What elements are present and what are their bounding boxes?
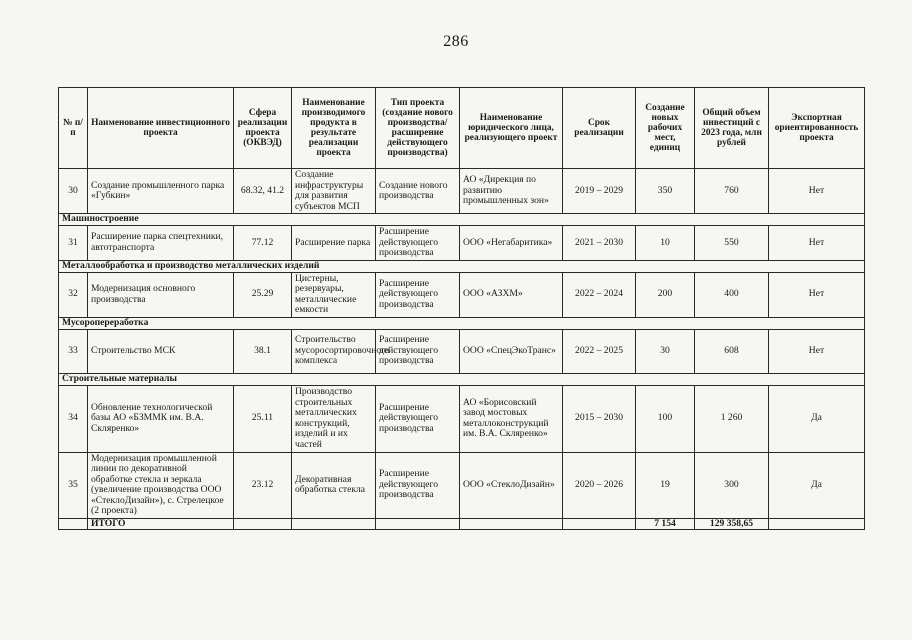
row-number: 34 (59, 385, 88, 452)
row-export: Нет (769, 169, 865, 214)
table-row (59, 272, 865, 317)
row-project-name: Строительство МСК (88, 329, 234, 373)
row-export: Нет (769, 272, 865, 317)
row-export: Нет (769, 329, 865, 373)
row-jobs: 30 (636, 329, 695, 373)
row-project-name: Модернизация основного производства (88, 272, 234, 317)
row-legal-entity: ООО «СтеклоДизайн» (460, 452, 563, 518)
row-project-name: Модернизация промышленной линии по декоративной обработке стекла и зеркала (увеличение производства ООО «СтеклоДизайн»), с. Стрелецкое (2 проекта) (88, 452, 234, 518)
header-number: № п/п (59, 88, 88, 169)
row-jobs: 19 (636, 452, 695, 518)
total-label: ИТОГО (88, 518, 234, 530)
header-okved: Сфера реализации проекта (ОКВЭД) (234, 88, 292, 169)
row-number: 30 (59, 169, 88, 214)
row-term: 2022 – 2024 (563, 272, 636, 317)
table-row (59, 385, 865, 452)
row-okved: 68.32, 41.2 (234, 169, 292, 214)
table-row (59, 329, 865, 373)
row-investment: 300 (695, 452, 769, 518)
row-project-type: Расширение действующего производства (376, 452, 460, 518)
page-number: 286 (443, 33, 469, 50)
row-legal-entity: ООО «АЗХМ» (460, 272, 563, 317)
row-jobs: 10 (636, 226, 695, 261)
row-product: Расширение парка (292, 226, 376, 261)
row-okved: 23.12 (234, 452, 292, 518)
row-product: Производство строительных металлических конструкций, изделий и их частей (292, 385, 376, 452)
row-project-type: Создание нового производства (376, 169, 460, 214)
total-empty-cell (376, 518, 460, 530)
header-export: Экспортная ориентированность проекта (769, 88, 865, 169)
row-jobs: 100 (636, 385, 695, 452)
row-term: 2020 – 2026 (563, 452, 636, 518)
row-investment: 400 (695, 272, 769, 317)
row-investment: 608 (695, 329, 769, 373)
header-term: Срок реализации (563, 88, 636, 169)
row-okved: 38.1 (234, 329, 292, 373)
row-export: Нет (769, 226, 865, 261)
total-investment: 129 358,65 (695, 518, 769, 530)
total-empty-cell (59, 518, 88, 530)
row-legal-entity: ООО «Негабаритика» (460, 226, 563, 261)
total-jobs: 7 154 (636, 518, 695, 530)
row-project-name: Создание промышленного парка «Губкин» (88, 169, 234, 214)
section-row (59, 317, 865, 329)
row-project-type: Расширение действующего производства (376, 329, 460, 373)
row-project-name: Обновление технологической базы АО «БЗММК им. В.А. Скляренко» (88, 385, 234, 452)
row-okved: 25.29 (234, 272, 292, 317)
row-jobs: 200 (636, 272, 695, 317)
row-term: 2021 – 2030 (563, 226, 636, 261)
row-product: Декоративная обработка стекла (292, 452, 376, 518)
row-number: 32 (59, 272, 88, 317)
table-header-row (59, 88, 865, 169)
row-investment: 1 260 (695, 385, 769, 452)
row-export: Да (769, 452, 865, 518)
header-project-name: Наименование инвестиционного проекта (88, 88, 234, 169)
row-project-name: Расширение парка спецтехники, автотранспорта (88, 226, 234, 261)
row-project-type: Расширение действующего производства (376, 272, 460, 317)
row-number: 35 (59, 452, 88, 518)
table-row (59, 226, 865, 261)
row-number: 31 (59, 226, 88, 261)
row-legal-entity: ООО «СпецЭкоТранс» (460, 329, 563, 373)
total-empty-cell (460, 518, 563, 530)
table-row (59, 452, 865, 518)
row-product: Цистерны, резервуары, металлические емкости (292, 272, 376, 317)
table-row (59, 169, 865, 214)
header-jobs: Создание новых рабочих мест, единиц (636, 88, 695, 169)
row-okved: 77.12 (234, 226, 292, 261)
total-empty-cell (769, 518, 865, 530)
row-term: 2015 – 2030 (563, 385, 636, 452)
row-product: Создание инфраструктуры для развития субъектов МСП (292, 169, 376, 214)
section-row (59, 260, 865, 272)
total-empty-cell (563, 518, 636, 530)
row-term: 2022 – 2025 (563, 329, 636, 373)
section-title: Металлообработка и производство металлических изделий (59, 260, 865, 272)
header-legal-entity: Наименование юридического лица, реализующего проект (460, 88, 563, 169)
header-project-type: Тип проекта (создание нового производства/ расширение действующего производства) (376, 88, 460, 169)
section-title: Строительные материалы (59, 373, 865, 385)
header-product: Наименование производимого продукта в результате реализации проекта (292, 88, 376, 169)
total-row (59, 518, 865, 530)
row-investment: 760 (695, 169, 769, 214)
row-legal-entity: АО «Дирекция по развитию промышленных зон» (460, 169, 563, 214)
investment-projects-table (58, 87, 865, 530)
section-row (59, 373, 865, 385)
row-investment: 550 (695, 226, 769, 261)
row-export: Да (769, 385, 865, 452)
section-title: Мусоропереработка (59, 317, 865, 329)
section-row (59, 214, 865, 226)
row-jobs: 350 (636, 169, 695, 214)
row-okved: 25.11 (234, 385, 292, 452)
total-empty-cell (292, 518, 376, 530)
row-number: 33 (59, 329, 88, 373)
row-product: Строительство мусоросортировочного комплекса (292, 329, 376, 373)
total-empty-cell (234, 518, 292, 530)
row-project-type: Расширение действующего производства (376, 226, 460, 261)
row-project-type: Расширение действующего производства (376, 385, 460, 452)
row-legal-entity: АО «Борисовский завод мостовых металлоконструкций им. В.А. Скляренко» (460, 385, 563, 452)
section-title: Машиностроение (59, 214, 865, 226)
header-investment: Общий объем инвестиций с 2023 года, млн рублей (695, 88, 769, 169)
row-term: 2019 – 2029 (563, 169, 636, 214)
